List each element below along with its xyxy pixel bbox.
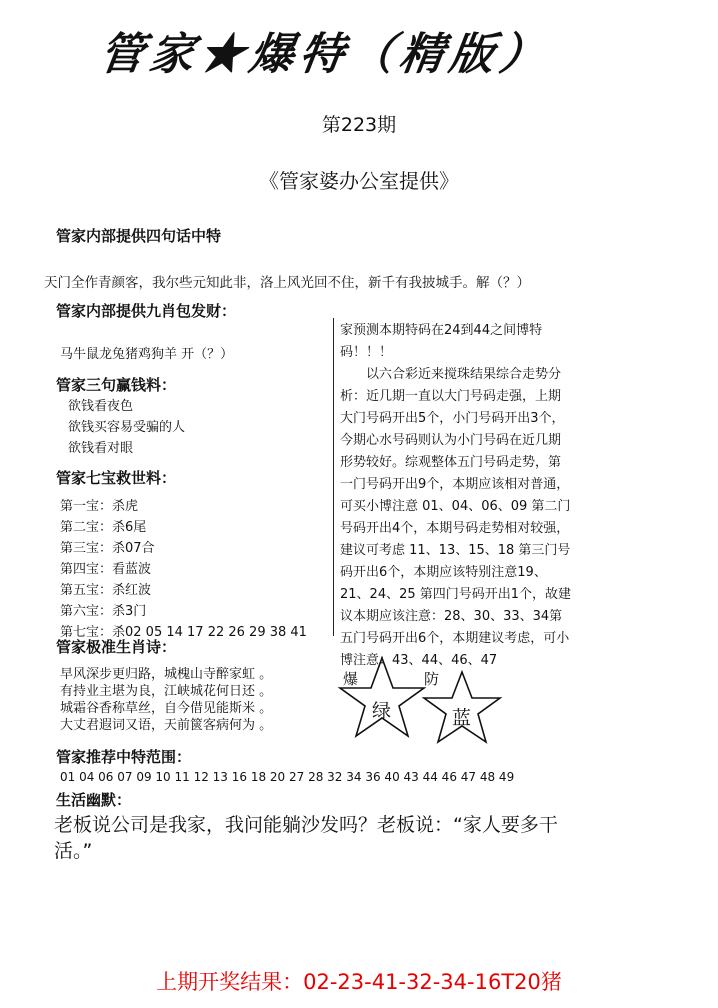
- three-lines-heading: 管家三句赢钱料：: [56, 376, 177, 394]
- nine-zodiac-text: 马牛鼠龙兔猪鸡狗羊 开（？）: [60, 347, 234, 362]
- list-item: 城霜谷香称草丝，自今借见能斯米 。: [60, 701, 273, 716]
- poem-lines: [60, 666, 272, 734]
- star-label-right: 防: [424, 670, 440, 688]
- range-heading: 管家推荐中特范围：: [56, 748, 192, 766]
- seven-treasures-list: [60, 496, 307, 643]
- page-title: 管家★爆特（精版）: [96, 29, 554, 80]
- color-stars: [336, 650, 516, 750]
- list-item: 欲钱看夜色: [68, 399, 134, 414]
- star-right-text: 蓝: [452, 707, 472, 729]
- poem-heading: 管家极准生肖诗：: [56, 638, 177, 656]
- list-item: 有持业主堪为良，江峡城花何日还 。: [60, 684, 273, 699]
- humor-heading: 生活幽默：: [56, 791, 132, 809]
- list-item: 欲钱买容易受骗的人: [68, 420, 186, 435]
- seven-treasures-heading: 管家七宝救世料：: [56, 469, 177, 487]
- list-item: 大丈君遐词又语，天前篋客病何为 。: [60, 718, 273, 733]
- list-item: 早风深步更归路，城槐山寺醉家虹 。: [60, 667, 273, 682]
- humor-text: 老板说公司是我家，我问能躺沙发吗？老板说：“家人要多干活。”: [54, 814, 558, 862]
- four-lines-text: 天门全作青颜客，我尔些元知此非，洛上风光回不住，新千有我披城手。解（？）: [44, 275, 530, 291]
- list-item: 第六宝：杀3门: [60, 604, 147, 619]
- range-numbers: 01 04 06 07 09 10 11 12 13 16 18 20 27 28 32 34 36 40 43 44 46 47 48 49: [60, 770, 515, 784]
- column-divider: [333, 318, 334, 636]
- list-item: 第七宝：杀02 05 14 17 22 26 29 38 41: [60, 625, 307, 640]
- issue-number: 第223期: [321, 114, 397, 136]
- forecast-panel: [340, 320, 572, 672]
- list-item: 欲钱看对眼: [68, 441, 134, 456]
- last-result: 上期开奖结果：02-23-41-32-34-16T20猪: [156, 970, 562, 994]
- star-label-left: 爆: [343, 670, 359, 688]
- three-lines-list: [68, 396, 185, 459]
- four-lines-heading: 管家内部提供四句话中特: [56, 227, 222, 245]
- list-item: 第三宝：杀07合: [60, 541, 155, 556]
- forecast-range-text: 家预测本期特码在24到44之间博特码！！！: [340, 323, 543, 360]
- forecast-analysis-text: 以六合彩近来搅珠结果综合走势分析：近几期一直以大门号码走强，上期大门号码开出5个，小门号码开出3个，今期心水号码则认为小门号码在近几期形势较好。综观整体五门号码走势，第一门号码开出9个，本期应该相对普通，可买小博注意 01、04、06、09 第二门号码开出4个，本期号码走势相对较强，建议可考虑 11、13、15、18 第三门号码开出6个，本期应该特别注意19、21、24、25 第四门号码开出1个，故建议本期应该注意：28、30、33、34第五门号码开出6个，本期建议考虑，可小博注意：43、44、46、47: [340, 367, 572, 668]
- list-item: 第一宝：杀虎: [60, 499, 139, 514]
- star-left-text: 绿: [372, 700, 392, 722]
- provider-line: 《管家婆办公室提供》: [259, 169, 459, 193]
- list-item: 第二宝：杀6尾: [60, 520, 147, 535]
- nine-zodiac-heading: 管家内部提供九肖包发财：: [56, 302, 237, 320]
- list-item: 第五宝：杀红波: [60, 583, 152, 598]
- list-item: 第四宝：看蓝波: [60, 562, 152, 577]
